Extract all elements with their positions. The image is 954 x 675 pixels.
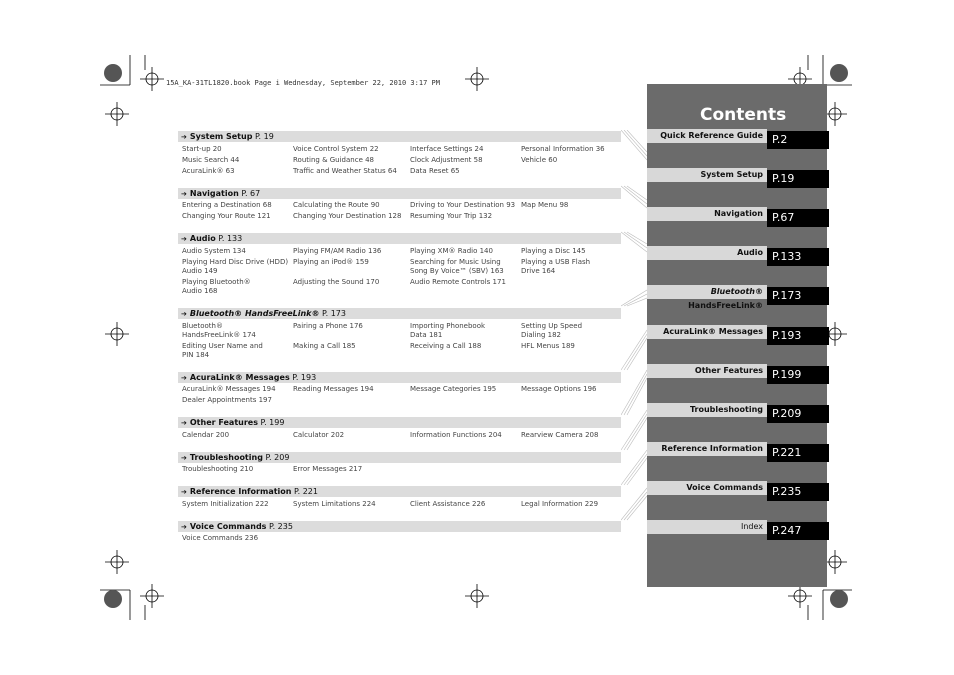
- section-voice-commands[interactable]: ➔ Voice Commands P. 235: [178, 521, 621, 532]
- toc-entry[interactable]: Music Search 44: [182, 156, 240, 164]
- tab-voice-commands[interactable]: Voice Commands: [647, 481, 767, 495]
- toc-entry[interactable]: Start-up 20: [182, 145, 222, 153]
- section-system-setup[interactable]: ➔ System Setup P. 19: [178, 131, 621, 142]
- tab-page-number[interactable]: P.133: [767, 248, 829, 266]
- toc-entry[interactable]: Data Reset 65: [410, 167, 460, 175]
- toc-entry[interactable]: Error Messages 217: [293, 465, 363, 473]
- toc-entry[interactable]: Importing Phonebook Data 181: [410, 322, 486, 339]
- toc-entry[interactable]: Vehicle 60: [521, 156, 558, 164]
- toc-entry[interactable]: Traffic and Weather Status 64: [293, 167, 397, 175]
- toc-entry[interactable]: Troubleshooting 210: [182, 465, 254, 473]
- toc-entry[interactable]: Entering a Destination 68: [182, 201, 272, 209]
- toc-entry[interactable]: Playing Bluetooth® Audio 168: [182, 278, 251, 295]
- toc-entry[interactable]: Playing an iPod® 159: [293, 258, 369, 266]
- toc-entry[interactable]: Map Menu 98: [521, 201, 569, 209]
- toc-entry[interactable]: Editing User Name and PIN 184: [182, 342, 263, 359]
- toc-entry[interactable]: Voice Control System 22: [293, 145, 379, 153]
- tab-page-number[interactable]: P.19: [767, 170, 829, 188]
- toc-entry[interactable]: Clock Adjustment 58: [410, 156, 483, 164]
- toc-entry[interactable]: System Initialization 222: [182, 500, 269, 508]
- toc-entry[interactable]: Changing Your Destination 128: [293, 212, 402, 220]
- tab-audio[interactable]: Audio: [647, 246, 767, 260]
- section-troubleshooting[interactable]: ➔ Troubleshooting P. 209: [178, 452, 621, 463]
- contents-title: Contents: [700, 105, 787, 125]
- toc-entry[interactable]: Audio System 134: [182, 247, 246, 255]
- arrow-icon: ➔: [181, 454, 187, 462]
- tab-acuralink-messages[interactable]: AcuraLink® Messages: [647, 325, 767, 339]
- toc-entry[interactable]: Message Options 196: [521, 385, 597, 393]
- tab-reference-information[interactable]: Reference Information: [647, 442, 767, 456]
- toc-entry[interactable]: Voice Commands 236: [182, 534, 259, 542]
- toc-entry[interactable]: Calculator 202: [293, 431, 345, 439]
- toc-entry[interactable]: Receiving a Call 188: [410, 342, 482, 350]
- tab-page-number[interactable]: P.247: [767, 522, 829, 540]
- toc-entry[interactable]: Setting Up Speed Dialing 182: [521, 322, 583, 339]
- toc-entry[interactable]: System Limitations 224: [293, 500, 376, 508]
- toc-entry[interactable]: Pairing a Phone 176: [293, 322, 363, 330]
- tab-troubleshooting[interactable]: Troubleshooting: [647, 403, 767, 417]
- toc-entry[interactable]: Driving to Your Destination 93: [410, 201, 516, 209]
- arrow-icon: ➔: [181, 374, 187, 382]
- arrow-icon: ➔: [181, 523, 187, 531]
- print-header: 15A_KA-31TL1820.book Page i Wednesday, September 22, 2010 3:17 PM: [166, 79, 440, 87]
- arrow-icon: ➔: [181, 235, 187, 243]
- toc-entry[interactable]: Playing a USB Flash Drive 164: [521, 258, 591, 275]
- toc-entry[interactable]: Personal Information 36: [521, 145, 605, 153]
- tab-bluetooth-handsfreelink[interactable]: Bluetooth® HandsFreeLink®: [647, 285, 767, 299]
- toc-entry[interactable]: Calculating the Route 90: [293, 201, 380, 209]
- tab-quick-reference-guide[interactable]: Quick Reference Guide: [647, 129, 767, 143]
- toc-entry[interactable]: Searching for Music Using Song By Voice™ (SBV) 163: [410, 258, 504, 275]
- toc-entry[interactable]: Routing & Guidance 48: [293, 156, 375, 164]
- tab-index[interactable]: Index: [647, 520, 767, 534]
- toc-entry[interactable]: Client Assistance 226: [410, 500, 486, 508]
- arrow-icon: ➔: [181, 133, 187, 141]
- toc-entry[interactable]: Bluetooth® HandsFreeLink® 174: [182, 322, 256, 339]
- toc-entry[interactable]: Resuming Your Trip 132: [410, 212, 493, 220]
- toc-entry[interactable]: Message Categories 195: [410, 385, 497, 393]
- tab-system-setup[interactable]: System Setup: [647, 168, 767, 182]
- tab-page-number[interactable]: P.235: [767, 483, 829, 501]
- toc-entry[interactable]: Rearview Camera 208: [521, 431, 599, 439]
- arrow-icon: ➔: [181, 310, 187, 318]
- tab-page-number[interactable]: P.221: [767, 444, 829, 462]
- section-audio[interactable]: ➔ Audio P. 133: [178, 233, 621, 244]
- toc-entry[interactable]: Changing Your Route 121: [182, 212, 271, 220]
- toc-entry[interactable]: Information Functions 204: [410, 431, 502, 439]
- tab-page-number[interactable]: P.173: [767, 287, 829, 305]
- section-bluetooth-handsfreelink[interactable]: ➔ Bluetooth® HandsFreeLink® P. 173: [178, 308, 621, 319]
- tab-connectors: [621, 130, 647, 540]
- tab-page-number[interactable]: P.199: [767, 366, 829, 384]
- toc-entry[interactable]: AcuraLink® Messages 194: [182, 385, 276, 393]
- toc-entry[interactable]: Playing FM/AM Radio 136: [293, 247, 382, 255]
- toc-entry[interactable]: Calendar 200: [182, 431, 230, 439]
- section-reference-information[interactable]: ➔ Reference Information P. 221: [178, 486, 621, 497]
- tab-navigation[interactable]: Navigation: [647, 207, 767, 221]
- arrow-icon: ➔: [181, 488, 187, 496]
- toc-entry[interactable]: Playing Hard Disc Drive (HDD) Audio 149: [182, 258, 289, 275]
- toc-entry[interactable]: AcuraLink® 63: [182, 167, 235, 175]
- toc-entry[interactable]: Interface Settings 24: [410, 145, 484, 153]
- section-acuralink-messages[interactable]: ➔ AcuraLink® Messages P. 193: [178, 372, 621, 383]
- arrow-icon: ➔: [181, 190, 187, 198]
- tab-page-number[interactable]: P.209: [767, 405, 829, 423]
- toc-entry[interactable]: Reading Messages 194: [293, 385, 374, 393]
- toc-entry[interactable]: HFL Menus 189: [521, 342, 575, 350]
- toc-entry[interactable]: Playing a Disc 145: [521, 247, 586, 255]
- section-navigation[interactable]: ➔ Navigation P. 67: [178, 188, 621, 199]
- tab-page-number[interactable]: P.2: [767, 131, 829, 149]
- tab-page-number[interactable]: P.67: [767, 209, 829, 227]
- arrow-icon: ➔: [181, 419, 187, 427]
- toc-entry[interactable]: Dealer Appointments 197: [182, 396, 272, 404]
- toc-entry[interactable]: Adjusting the Sound 170: [293, 278, 380, 286]
- tab-page-number[interactable]: P.193: [767, 327, 829, 345]
- section-other-features[interactable]: ➔ Other Features P. 199: [178, 417, 621, 428]
- toc-entry[interactable]: Audio Remote Controls 171: [410, 278, 506, 286]
- tab-other-features[interactable]: Other Features: [647, 364, 767, 378]
- toc-entry[interactable]: Playing XM® Radio 140: [410, 247, 493, 255]
- toc-entry[interactable]: Making a Call 185: [293, 342, 356, 350]
- toc-entry[interactable]: Legal Information 229: [521, 500, 599, 508]
